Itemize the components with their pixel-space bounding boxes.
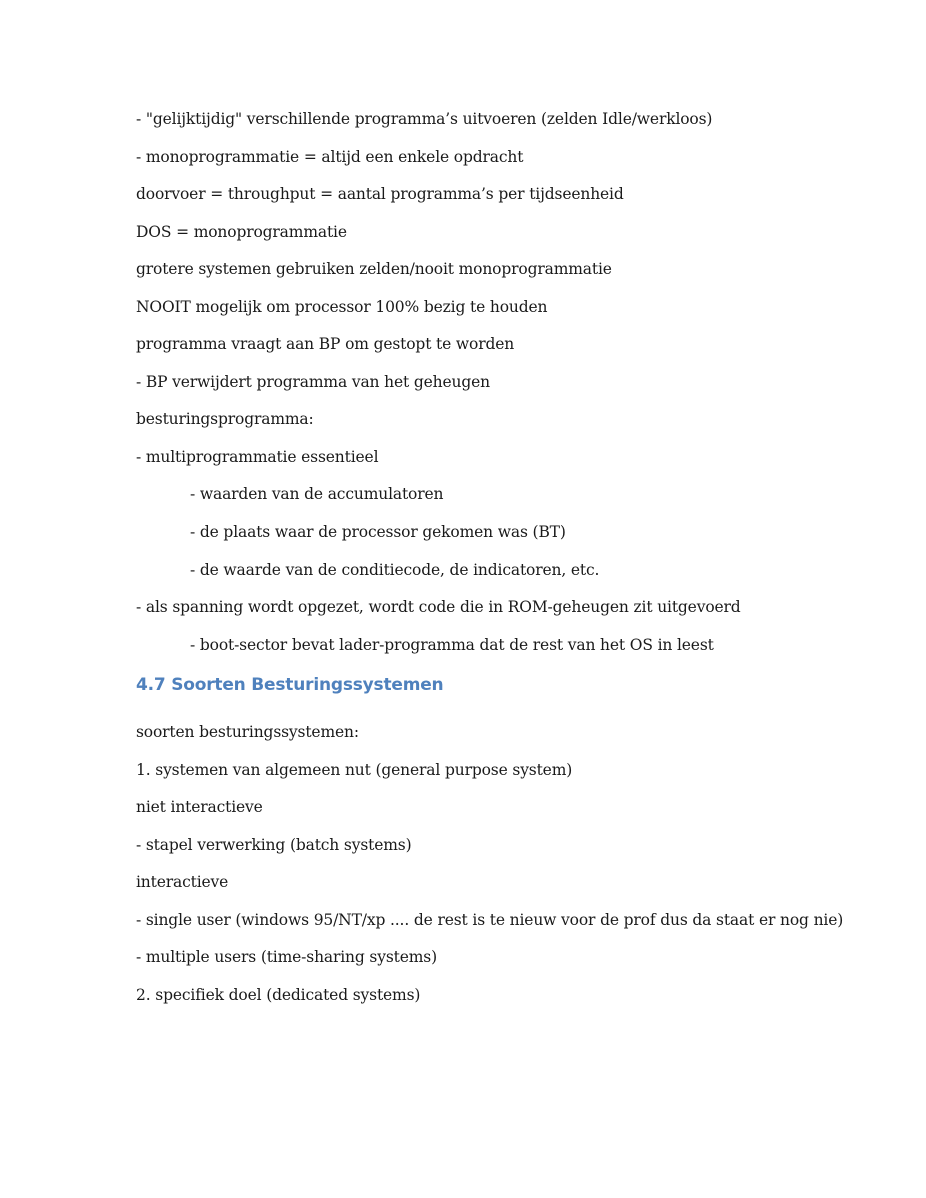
text-line: DOS = monoprogrammatie: [136, 223, 347, 241]
text-line: 1. systemen van algemeen nut (general purpose system): [136, 761, 573, 779]
text-line: besturingsprogramma:: [136, 410, 314, 428]
text-line: - "gelijktijdig" verschillende programma’s uitvoeren (zelden Idle/werkloos): [136, 110, 713, 128]
text-line: soorten besturingssystemen:: [136, 723, 359, 741]
indented-text-line: - boot-sector bevat lader-programma dat de rest van het OS in leest: [190, 636, 714, 654]
section-heading: 4.7 Soorten Besturingssystemen: [136, 675, 444, 695]
indented-text-line: - de plaats waar de processor gekomen was (BT): [190, 523, 566, 541]
text-line: - multiprogrammatie essentieel: [136, 448, 379, 466]
text-line: NOOIT mogelijk om processor 100% bezig te houden: [136, 298, 548, 316]
indented-text-line: - de waarde van de conditiecode, de indicatoren, etc.: [190, 561, 600, 579]
text-line: niet interactieve: [136, 798, 263, 816]
text-line: - als spanning wordt opgezet, wordt code die in ROM-geheugen zit uitgevoerd: [136, 598, 741, 616]
text-line: grotere systemen gebruiken zelden/nooit monoprogrammatie: [136, 260, 612, 278]
text-line: - stapel verwerking (batch systems): [136, 836, 412, 854]
indented-text-line: - waarden van de accumulatoren: [190, 485, 444, 503]
text-line: doorvoer = throughput = aantal programma’s per tijdseenheid: [136, 185, 624, 203]
text-line: - multiple users (time-sharing systems): [136, 948, 438, 966]
text-line: - single user (windows 95/NT/xp .... de rest is te nieuw voor de prof dus da staat er nog nie): [136, 911, 844, 929]
text-line: 2. specifiek doel (dedicated systems): [136, 986, 421, 1004]
text-line: - BP verwijdert programma van het geheugen: [136, 373, 490, 391]
text-line: programma vraagt aan BP om gestopt te worden: [136, 335, 515, 353]
text-line: - monoprogrammatie = altijd een enkele opdracht: [136, 148, 524, 166]
text-line: interactieve: [136, 873, 229, 891]
